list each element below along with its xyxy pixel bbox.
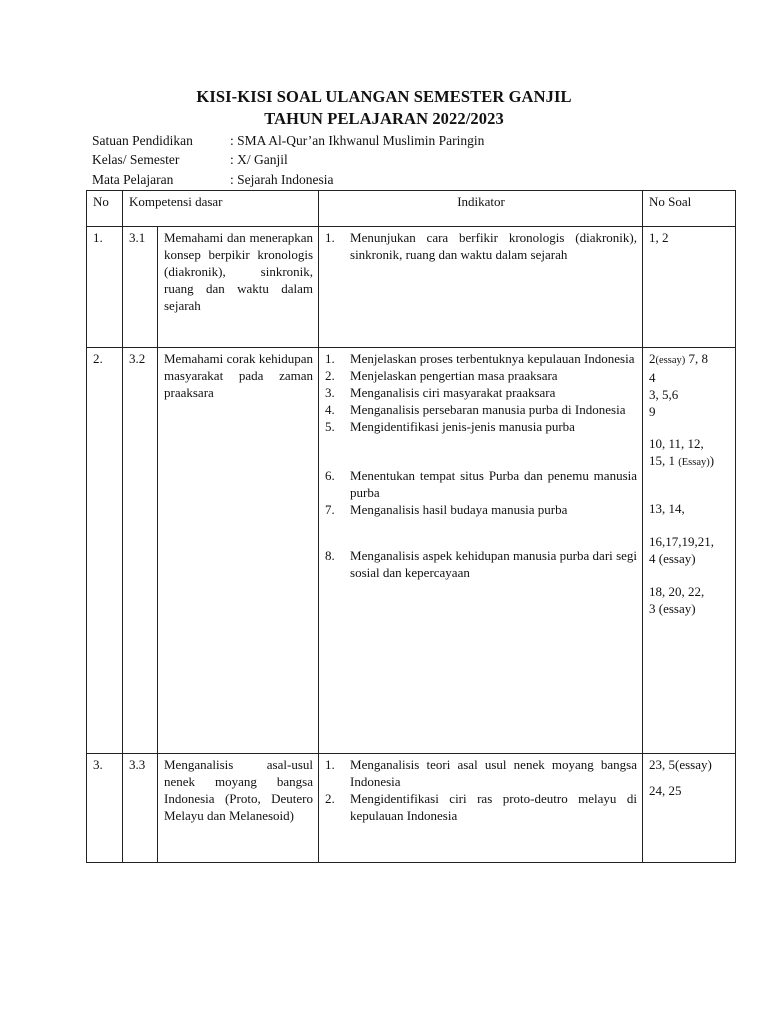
indicator-cell [319,754,643,863]
no-soal-value: 3, 5,6 [649,387,679,402]
kd-code: 3.1 [123,227,158,348]
indicator-item: 2. Menjelaskan pengertian masa praaksara [325,368,558,383]
indicator-item: 2. Mengidentifikasi ciri ras proto-deutro melayu di kepulauan Indonesia [325,791,638,823]
header-kompetensi: Kompetensi dasar [123,191,319,227]
indicator-item: 3. Menganalisis ciri masyarakat praaksara [325,385,556,400]
table-header-row [87,191,736,227]
meta-row-mapel [92,171,333,188]
no-soal-value: 15, 1 (Essay)) [649,453,715,468]
row-number: 2. [87,348,123,754]
indicator-item: 5. Mengidentifikasi jenis-jenis manusia purba [325,419,575,434]
no-soal-cell [643,348,736,754]
meta-label: Kelas/ Semester [92,152,180,167]
no-soal-value: 4 (essay) [649,551,696,566]
table-row [87,754,736,863]
no-soal-value: 2(essay) 7, 8 [649,351,709,366]
no-soal-value: 24, 25 [649,783,682,798]
row-number: 3. [87,754,123,863]
row-number: 1. [87,227,123,348]
no-soal-value: 3 (essay) [649,601,696,616]
table-row [87,348,736,754]
meta-row-satuan [92,132,484,149]
no-soal-value: 16,17,19,21, [649,534,715,549]
meta-row-kelas [92,151,288,168]
meta-value: : X/ Ganjil [230,152,288,167]
document-title: KISI-KISI SOAL ULANGAN SEMESTER GANJIL [196,87,572,106]
indicator-cell [319,227,643,348]
kd-text: Menganalisis asal-usul nenek moyang bangsa Indonesia (Proto, Deutero Melayu dan Melanesoid) [158,754,319,863]
no-soal-value: 9 [649,404,656,419]
no-soal-value: 18, 20, 22, [649,584,705,599]
no-soal-value: 4 [649,370,656,385]
no-soal-value: 1, 2 [649,230,669,245]
indicator-item: 4. Menganalisis persebaran manusia purba di Indonesia [325,402,626,417]
header-indikator: Indikator [319,191,643,227]
meta-value: : Sejarah Indonesia [230,172,334,187]
no-soal-cell [643,754,736,863]
kd-code: 3.3 [123,754,158,863]
meta-label: Mata Pelajaran [92,172,174,187]
no-soal-value: 23, 5(essay) [649,757,712,772]
kd-text: Memahami corak kehidupan masyarakat pada zaman praaksara [158,348,319,754]
indicator-item: 6. Menentukan tempat situs Purba dan penemu manusia purba [325,468,638,500]
header-no: No [87,191,123,227]
document-subtitle: TAHUN PELAJARAN 2022/2023 [264,109,504,128]
meta-value: : SMA Al-Qur’an Ikhwanul Muslimin Paringin [230,133,485,148]
header-no-soal: No Soal [643,191,736,227]
no-soal-value: 10, 11, 12, [649,436,704,451]
kisi-kisi-table [86,190,736,863]
kd-text: Memahami dan menerapkan konsep berpikir kronologis (diakronik), sinkronik, ruang dan waktu dalam sejarah [158,227,319,348]
table-row [87,227,736,348]
indicator-cell [319,348,643,754]
no-soal-value: 13, 14, [649,501,685,516]
meta-label: Satuan Pendidikan [92,133,193,148]
no-soal-cell [643,227,736,348]
indicator-item: 8. Menganalisis aspek kehidupan manusia purba dari segi sosial dan kepercayaan [325,548,638,580]
kd-code: 3.2 [123,348,158,754]
indicator-item: 1. Menganalisis teori asal usul nenek moyang bangsa Indonesia [325,757,638,789]
indicator-item: 7. Menganalisis hasil budaya manusia purba [325,502,568,517]
indicator-item: 1. Menunjukan cara berfikir kronologis (diakronik), sinkronik, ruang dan waktu dalam sejarah [325,230,638,262]
indicator-item: 1. Menjelaskan proses terbentuknya kepulauan Indonesia [325,351,635,366]
